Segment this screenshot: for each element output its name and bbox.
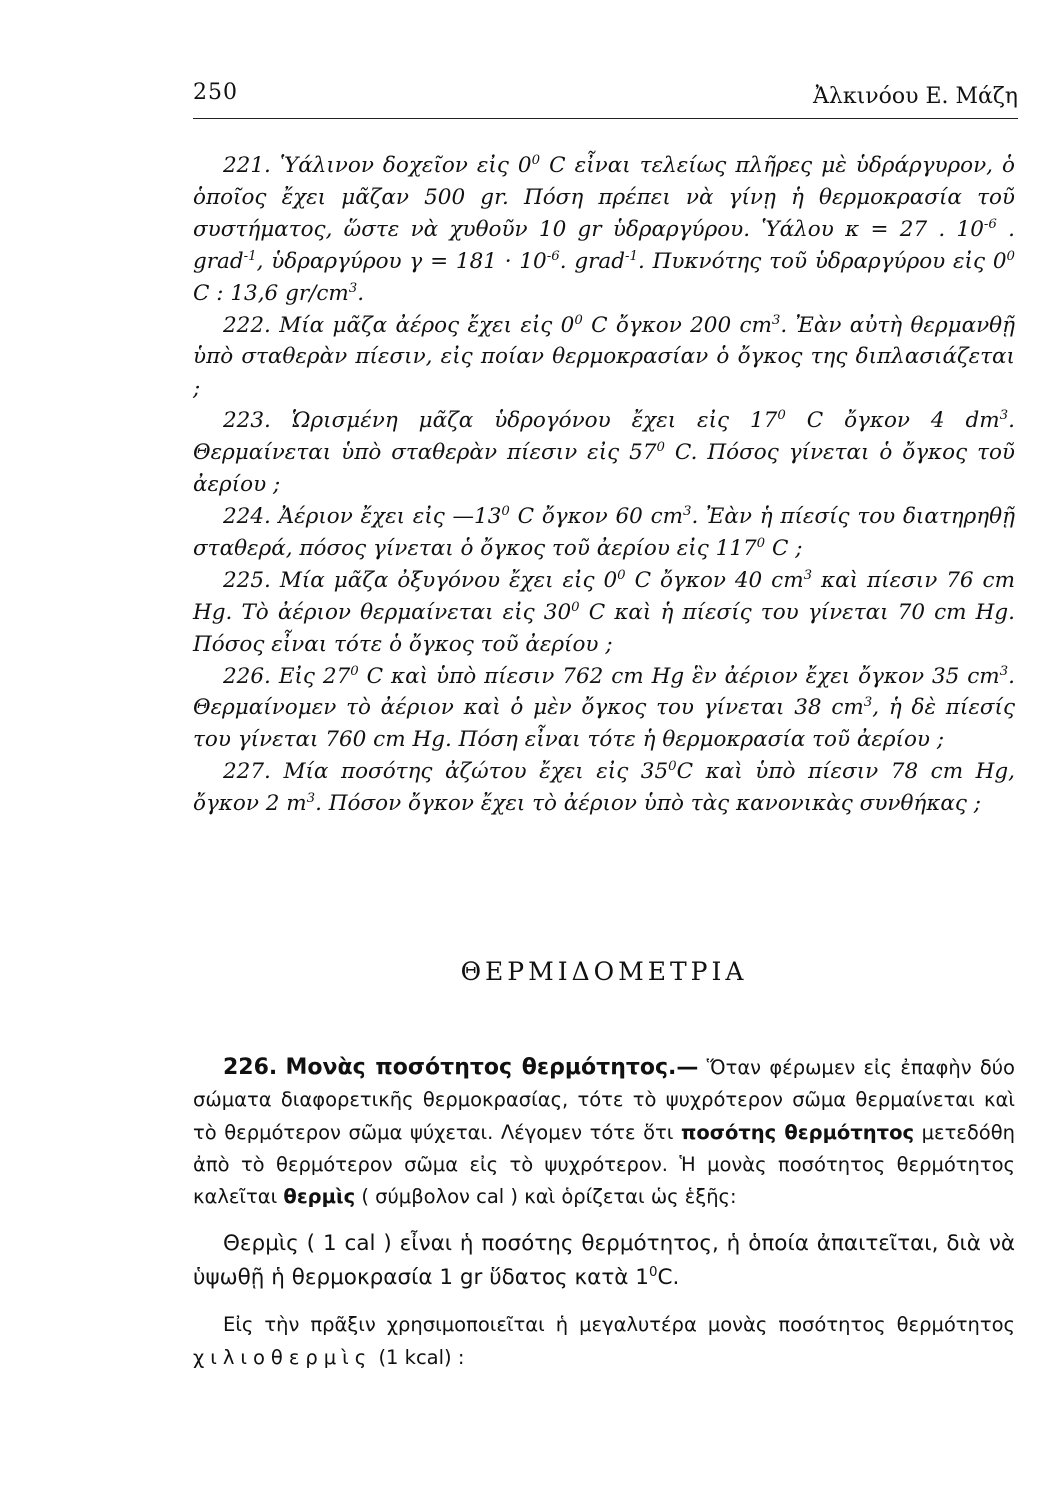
section-title: ΘΕΡΜΙΔΟΜΕΤΡΙΑ	[460, 957, 748, 986]
term-calorie: θερμὶς	[283, 1185, 356, 1209]
problem-number: 226.	[223, 663, 271, 689]
problem-221: 221. Ὑάλινον δοχεῖον εἰς $0^0$ C εἶναι τελείως πλῆρες μὲ ὑδράργυρον, ὁ ὁποῖος ἔχει μᾶζαν 500 gr. Πόση πρέπει νὰ γίνῃ ἡ θερμοκρασία τοῦ συστήματος, ὥστε νὰ χυθοῦν 10 gr ὑδραργύρου. Ὑάλου κ = 27 . $10^{-6}$ . grad$^{-1}$, ὑδραργύρου $\gamma = 181 \cdot 10^{-6}$. grad$^{-1}$. Πυκνότης τοῦ ὑδραργύρου εἰς $0^0$ C : 13,6 $gr/cm^3$.	[193, 152, 1016, 306]
calorie-definition: Θερμὶς ( 1 cal ) εἶναι ἡ ποσότης θερμότητος, ἡ ὁποία ἀπαιτεῖται, διὰ νὰ ὑψωθῇ ἡ θερμοκρασία 1 gr ὕδατος κατὰ $1^0C$.	[193, 1231, 1015, 1291]
section-number: 226.	[223, 1055, 278, 1080]
problem-227: 227. Μία ποσότης ἀζώτου ἔχει εἰς $35^0C$ καὶ ὑπὸ πίεσιν 78 cm Hg, ὄγκον 2 $m^3$. Πόσον ὄγκον ἔχει τὸ ἀέριον ὑπὸ τὰς κανονικὰς συνθήκας ;	[193, 759, 1015, 817]
problem-number: 224.	[223, 503, 271, 529]
problem-226: 226. Εἰς $27^0$ C καὶ ὑπὸ πίεσιν 762 cm Hg ἓν ἀέριον ἔχει ὄγκον 35 $cm^3$. Θερμαίνομεν τὸ ἀέριον καὶ ὁ μὲν ὄγκος του γίνεται 38 $cm^3$, ἡ δὲ πίεσίς του γίνεται 760 cm Hg. Πόση εἶναι τότε ἡ θερμοκρασία τοῦ ἀερίου ;	[193, 663, 1016, 753]
problem-number: 227.	[223, 759, 271, 785]
section-body	[193, 1052, 1015, 1374]
page-header	[193, 74, 1018, 122]
problems-list	[193, 150, 1015, 820]
term-heat-quantity: ποσότης θερμότητος	[680, 1120, 915, 1144]
section-paragraph-2: Εἰς τὴν πρᾶξιν χρησιμοποιεῖται ἡ μεγαλυτέρα μονὰς ποσότητος θερμότητος χιλιοθερμὶς (1 kcal) :	[193, 1313, 1015, 1369]
running-head: Ἀλκινόου Ε. Μάζη	[813, 84, 1018, 109]
problem-222: 222. Μία μᾶζα ἀέρος ἔχει εἰς $0^0$ C ὄγκον 200 $cm^3$. Ἐὰν αὐτὴ θερμανθῇ ὑπὸ σταθερὰν πίεσιν, εἰς ποίαν θερμοκρασίαν ὁ ὄγκος της διπλασιάζεται ;	[193, 312, 1015, 402]
section-paragraph-1: 226. Μονὰς ποσότητος θερμότητος.— Ὅταν φέρωμεν εἰς ἐπαφὴν δύο σώματα διαφορετικῆς θερμοκρασίας, τότε τὸ ψυχρότερον σῶμα θερμαίνεται καὶ τὸ θερμότερον σῶμα ψύχεται. Λέγομεν τότε ὅτι ποσότης θερμότητος μετεδόθη ἀπὸ τὸ θερμότερον σῶμα εἰς τὸ ψυχρότερον. Ἡ μονὰς ποσότητος θερμότητος καλεῖται θερμὶς ( σύμβολον cal ) καὶ ὁρίζεται ὡς ἑξῆς:	[193, 1055, 1016, 1209]
problem-number: 225.	[223, 567, 271, 593]
page-number: 250	[193, 80, 238, 105]
problem-number: 222.	[223, 312, 271, 338]
problem-number: 223.	[223, 408, 271, 434]
problem-223: 223. Ὡρισμένη μᾶζα ὑδρογόνου ἔχει εἰς $17^0$ C ὄγκον 4 $dm^3$. Θερμαίνεται ὑπὸ σταθερὰν πίεσιν εἰς $57^0$ C. Πόσος γίνεται ὁ ὄγκος τοῦ ἀερίου ;	[193, 408, 1015, 498]
problem-number: 221.	[223, 153, 271, 178]
term-kilocalorie: χιλιοθερμὶς	[193, 1345, 373, 1369]
problem-225: 225. Μία μᾶζα ὀξυγόνου ἔχει εἰς $0^0$ C ὄγκον 40 $cm^3$ καὶ πίεσιν 76 cm Hg. Τὸ ἀέριον θερμαίνεται εἰς $30^0$ C καὶ ἡ πίεσίς του γίνεται 70 cm Hg. Πόσος εἶναι τότε ὁ ὄγκος τοῦ ἀερίου ;	[193, 567, 1016, 657]
header-rule	[193, 118, 1018, 119]
problem-224: 224. Ἀέριον ἔχει εἰς $—13^0$ C ὄγκον 60 $cm^3$. Ἐὰν ἡ πίεσίς του διατηρηθῇ σταθερά, πόσος γίνεται ὁ ὄγκος τοῦ ἀερίου εἰς $117^0$ C ;	[193, 503, 1015, 561]
section-heading: Μονὰς ποσότητος θερμότητος.—	[285, 1055, 699, 1080]
